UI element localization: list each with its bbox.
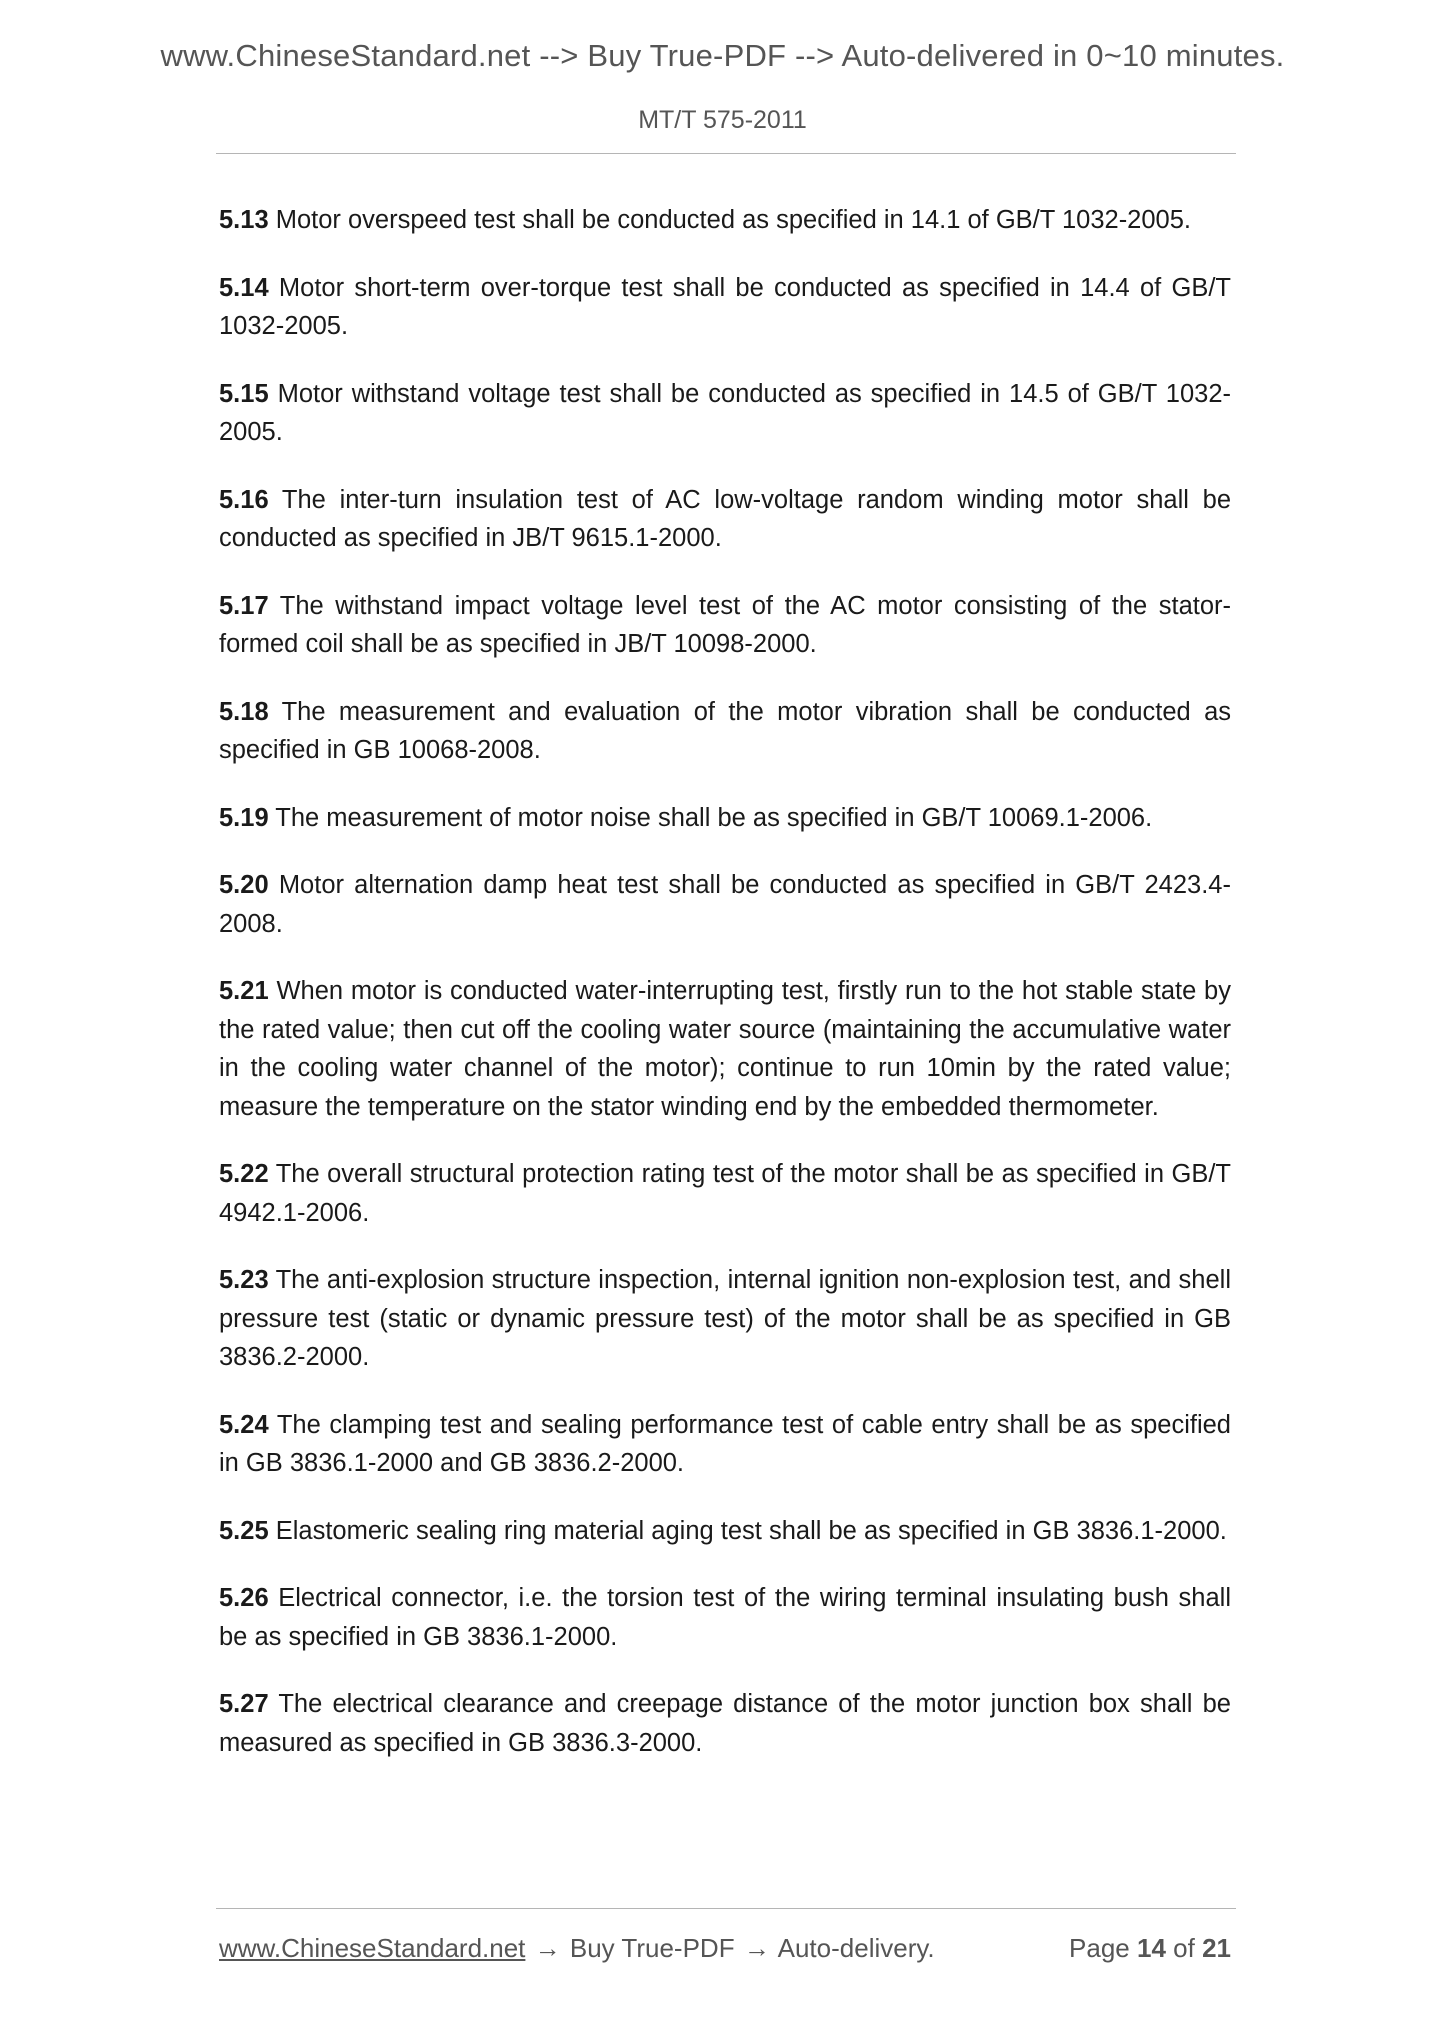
footer-divider xyxy=(216,1908,1236,1909)
page-footer xyxy=(219,1933,1231,1964)
page-number xyxy=(1069,1933,1231,1964)
clause-number: 5.27 xyxy=(219,1690,269,1718)
document-code: MT/T 575-2011 xyxy=(638,106,807,134)
clause-number: 5.18 xyxy=(219,697,269,726)
clause-5-27 xyxy=(219,1685,1231,1762)
clause-text: Elastomeric sealing ring material aging test shall be as specified in GB 3836.1-2000. xyxy=(275,1516,1227,1545)
clause-number: 5.13 xyxy=(219,206,269,234)
clause-text: When motor is conducted water-interrupting test, firstly run to the hot stable state by the rated value; then cut off the cooling water source (maintaining the accumulative water in the cooling water channel of the motor); continue to run 10min by the rated value; measure the temperature on the stator winding end by the embedded thermometer. xyxy=(219,977,1231,1121)
clause-text: The clamping test and sealing performance test of cable entry shall be as specified in GB 3836.1-2000 and GB 3836.2-2000. xyxy=(219,1410,1231,1477)
clause-number: 5.22 xyxy=(219,1160,269,1188)
of-word: of xyxy=(1173,1933,1195,1963)
clause-number: 5.15 xyxy=(219,379,269,408)
clause-5-16 xyxy=(219,481,1231,558)
clause-number: 5.19 xyxy=(219,803,269,832)
clause-number: 5.25 xyxy=(219,1516,269,1545)
clause-text: Electrical connector, i.e. the torsion test of the wiring terminal insulating bush shall be as specified in GB 3836.1-2000. xyxy=(219,1584,1231,1651)
clause-5-21 xyxy=(219,972,1231,1126)
clause-number: 5.24 xyxy=(219,1410,269,1439)
site-link[interactable]: www.ChineseStandard.net xyxy=(219,1933,526,1963)
buy-text: Buy True-PDF xyxy=(569,1933,735,1963)
clause-number: 5.26 xyxy=(219,1584,269,1612)
clause-5-15 xyxy=(219,375,1231,452)
clause-text: The withstand impact voltage level test of the AC motor consisting of the stator-formed coil shall be as specified in JB/T 10098-2000. xyxy=(219,591,1232,658)
site-banner: www.ChineseStandard.net --> Buy True-PDF --> Auto-delivered in 0~10 minutes. xyxy=(160,38,1285,73)
arrow-right-icon: → xyxy=(743,1933,770,1963)
current-page: 14 xyxy=(1137,1933,1166,1963)
clause-number: 5.20 xyxy=(219,871,269,899)
clause-5-26 xyxy=(219,1579,1231,1656)
clause-number: 5.14 xyxy=(219,273,269,302)
clause-5-20 xyxy=(219,866,1231,943)
clause-number: 5.16 xyxy=(219,485,269,514)
clause-5-18 xyxy=(219,693,1231,770)
clause-number: 5.21 xyxy=(219,977,269,1005)
footer-promo xyxy=(219,1933,935,1964)
clause-text: The electrical clearance and creepage distance of the motor junction box shall be measured as specified in GB 3836.3-2000. xyxy=(219,1690,1231,1757)
clause-text: Motor overspeed test shall be conducted as specified in 14.1 of GB/T 1032-2005. xyxy=(275,206,1191,234)
page-word: Page xyxy=(1069,1933,1130,1963)
clause-text: Motor short-term over-torque test shall be conducted as specified in 14.4 of GB/T 1032-2005. xyxy=(219,273,1231,340)
total-pages: 21 xyxy=(1202,1933,1231,1963)
clause-text: The measurement and evaluation of the motor vibration shall be conducted as specified in GB 10068-2008. xyxy=(219,697,1232,764)
clause-5-22 xyxy=(219,1155,1231,1232)
clause-5-17 xyxy=(219,587,1231,664)
clause-5-25 xyxy=(219,1512,1231,1551)
clause-5-23 xyxy=(219,1261,1231,1377)
document-body xyxy=(219,201,1231,1791)
clause-5-13 xyxy=(219,201,1231,240)
clause-5-19 xyxy=(219,799,1231,838)
clause-5-14 xyxy=(219,269,1231,346)
clause-text: Motor withstand voltage test shall be conducted as specified in 14.5 of GB/T 1032-2005. xyxy=(219,379,1231,446)
clause-text: The measurement of motor noise shall be as specified in GB/T 10069.1-2006. xyxy=(275,803,1153,832)
clause-text: The anti-explosion structure inspection, internal ignition non-explosion test, and shell pressure test (static or dynamic pressure test) of the motor shall be as specified in GB 3836.2-2000. xyxy=(219,1266,1232,1371)
delivery-text: Auto-delivery. xyxy=(777,1933,935,1963)
clause-5-24 xyxy=(219,1406,1231,1483)
clause-text: The overall structural protection rating test of the motor shall be as specified in GB/T 4942.1-2006. xyxy=(219,1160,1232,1227)
clause-text: Motor alternation damp heat test shall be conducted as specified in GB/T 2423.4-2008. xyxy=(219,871,1231,938)
clause-number: 5.17 xyxy=(219,591,269,620)
clause-number: 5.23 xyxy=(219,1266,269,1294)
clause-text: The inter-turn insulation test of AC low-voltage random winding motor shall be conducted as specified in JB/T 9615.1-2000. xyxy=(219,485,1231,552)
arrow-right-icon: → xyxy=(534,1933,561,1963)
header-divider xyxy=(216,153,1236,154)
